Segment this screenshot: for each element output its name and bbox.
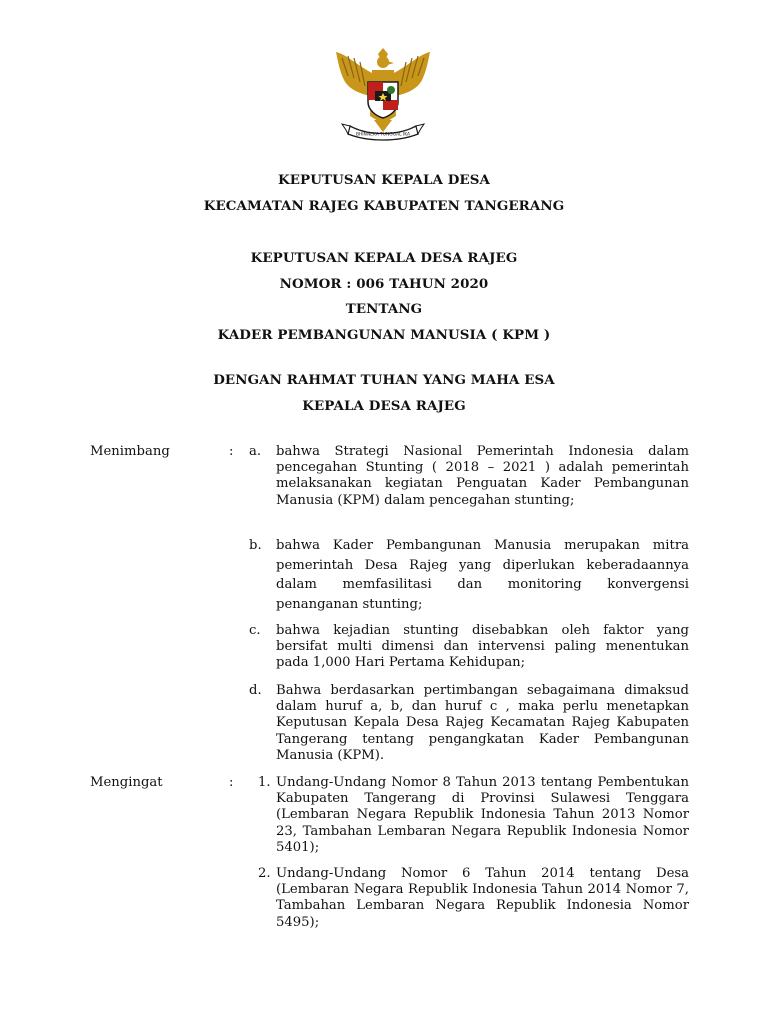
heading-line-7: DENGAN RAHMAT TUHAN YANG MAHA ESA	[213, 372, 555, 388]
mengingat-label: Mengingat	[90, 775, 163, 790]
garuda-emblem-icon	[328, 46, 438, 142]
heading-line-5: TENTANG	[345, 301, 423, 317]
menimbang-item-text: Bahwa berdasarkan pertimbangan sebagaimana dimaksud dalam huruf a, b, dan huruf c , maka perlu menetapkan Keputusan Kepala Desa Rajeg Kecamatan Rajeg Kabupaten Tangerang tentang pengangkatan Kader Pembangunan Manusia (KPM).	[276, 683, 689, 763]
garuda-pancasila-emblem	[328, 46, 438, 142]
menimbang-item-marker: b.	[249, 538, 262, 553]
heading-line-1: KEPUTUSAN KEPALA DESA	[278, 172, 490, 188]
heading-line-6: KADER PEMBANGUNAN MANUSIA ( KPM )	[217, 327, 551, 343]
heading-line-3: KEPUTUSAN KEPALA DESA RAJEG	[250, 250, 518, 266]
mengingat-item-text: Undang-Undang Nomor 6 Tahun 2014 tentang Desa (Lembaran Negara Republik Indonesia Tahun 2014 Nomor 7, Tambahan Lembaran Negara Republik Indonesia Nomor 5495);	[276, 866, 689, 930]
heading-line-8: KEPALA DESA RAJEG	[302, 398, 466, 414]
mengingat-colon: :	[229, 775, 234, 790]
menimbang-item-marker: d.	[249, 683, 262, 698]
menimbang-colon: :	[229, 444, 234, 459]
menimbang-item-marker: a.	[249, 444, 262, 459]
heading-line-2: KECAMATAN RAJEG KABUPATEN TANGERANG	[203, 198, 565, 214]
menimbang-item-text: bahwa Kader Pembangunan Manusia merupakan mitra pemerintah Desa Rajeg yang diperlukan keberadaannya dalam memfasilitasi dan monitoring konvergensi penanganan stunting;	[276, 538, 689, 612]
mengingat-item-text: Undang-Undang Nomor 8 Tahun 2013 tentang Pembentukan Kabupaten Tangerang di Provinsi Sulawesi Tenggara (Lembaran Negara Republik Indonesia Tahun 2013 Nomor 23, Tambahan Lembaran Negara Republik Indonesia Nomor 5401);	[276, 775, 689, 855]
menimbang-item-marker: c.	[249, 623, 261, 638]
mengingat-item-marker: 2.	[258, 866, 271, 881]
menimbang-item-text: bahwa kejadian stunting disebabkan oleh faktor yang bersifat multi dimensi dan intervensi paling menentukan pada 1,000 Hari Pertama Kehidupan;	[276, 623, 689, 671]
menimbang-item-text: bahwa Strategi Nasional Pemerintah Indonesia dalam pencegahan Stunting ( 2018 – 2021 ) adalah pemerintah melaksanakan kegiatan Penguatan Kader Pembangunan Manusia (KPM) dalam pencegahan stunting;	[276, 444, 689, 508]
heading-line-4: NOMOR : 006 TAHUN 2020	[279, 276, 489, 292]
mengingat-item-marker: 1.	[258, 775, 271, 790]
menimbang-label: Menimbang	[90, 444, 170, 459]
emblem-motto: BHINNEKA TUNGGAL IKA	[355, 132, 411, 138]
